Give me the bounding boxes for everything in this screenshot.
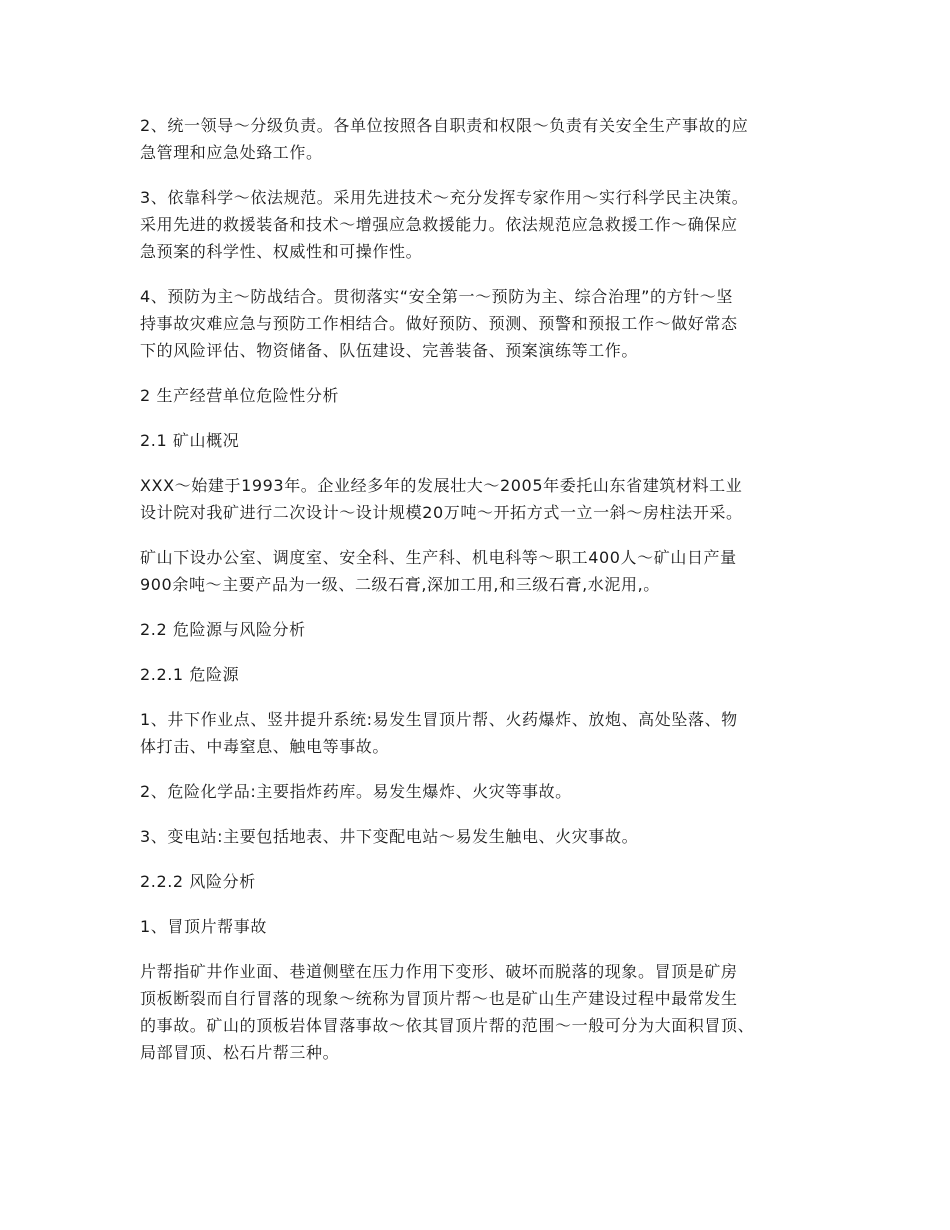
paragraph — [140, 283, 815, 364]
text-line: 局部冒顶、松石片帮三种。 — [140, 1043, 340, 1062]
text-line: 3、变电站:主要包括地表、井下变配电站～易发生触电、火灾事故。 — [140, 827, 639, 846]
text-line: 急管理和应急处臵工作。 — [140, 143, 323, 162]
text-line: 2.2.2 风险分析 — [140, 872, 256, 891]
text-line: 急预案的科学性、权威性和可操作性。 — [140, 242, 423, 261]
paragraph — [140, 958, 815, 1066]
text-line: 矿山下设办公室、调度室、安全科、生产科、机电科等～职工400人～矿山日产量 — [140, 548, 737, 567]
paragraph — [140, 706, 815, 760]
text-line: 3、依靠科学～依法规范。采用先进技术～充分发挥专家作用～实行科学民主决策。 — [140, 188, 749, 207]
paragraph — [140, 544, 815, 598]
paragraph — [140, 868, 815, 895]
text-line: 4、预防为主～防战结合。贯彻落实“安全第一～预防为主、综合治理”的方针～坚 — [140, 287, 733, 306]
text-line: 持事故灾难应急与预防工作相结合。做好预防、预测、预警和预报工作～做好常态 — [140, 314, 738, 333]
text-line: 1、井下作业点、竖井提升系统:易发生冒顶片帮、火药爆炸、放炮、高处坠落、物 — [140, 710, 738, 729]
text-line: 片帮指矿井作业面、巷道侧壁在压力作用下变形、破坏而脱落的现象。冒顶是矿房 — [140, 962, 738, 981]
paragraph — [140, 472, 815, 526]
text-line: 的事故。矿山的顶板岩体冒落事故～依其冒顶片帮的范围～一般可分为大面积冒顶、 — [140, 1016, 755, 1035]
paragraph — [140, 112, 815, 166]
text-line: 下的风险评估、物资储备、队伍建设、完善装备、预案演练等工作。 — [140, 341, 639, 360]
text-line: 2 生产经营单位危险性分析 — [140, 386, 340, 405]
paragraph — [140, 661, 815, 688]
paragraph — [140, 427, 815, 454]
text-line: 2、危险化学品:主要指炸药库。易发生爆炸、火灾等事故。 — [140, 782, 572, 801]
text-line: 设计院对我矿进行二次设计～设计规模20万吨～开拓方式一立一斜～房柱法开采。 — [140, 503, 743, 522]
paragraph — [140, 382, 815, 409]
text-line: 采用先进的救援装备和技术～增强应急救援能力。依法规范应急救援工作～确保应 — [140, 215, 738, 234]
text-line: 1、冒顶片帮事故 — [140, 917, 267, 936]
paragraph — [140, 778, 815, 805]
text-line: 顶板断裂而自行冒落的现象～统称为冒顶片帮～也是矿山生产建设过程中最常发生 — [140, 989, 738, 1008]
paragraph — [140, 184, 815, 265]
document-body — [140, 112, 815, 1084]
text-line: 2.2.1 危险源 — [140, 665, 240, 684]
paragraph — [140, 616, 815, 643]
text-line: 900余吨～主要产品为一级、二级石膏,深加工用,和三级石膏,水泥用,。 — [140, 575, 660, 594]
text-line: 2、统一领导～分级负责。各单位按照各自职责和权限～负责有关安全生产事故的应 — [140, 116, 749, 135]
text-line: 2.2 危险源与风险分析 — [140, 620, 306, 639]
paragraph — [140, 823, 815, 850]
paragraph — [140, 913, 815, 940]
text-line: 2.1 矿山概况 — [140, 431, 240, 450]
text-line: 体打击、中毒窒息、触电等事故。 — [140, 737, 390, 756]
text-line: XXX～始建于1993年。企业经多年的发展壮大～2005年委托山东省建筑材料工业 — [140, 476, 743, 495]
